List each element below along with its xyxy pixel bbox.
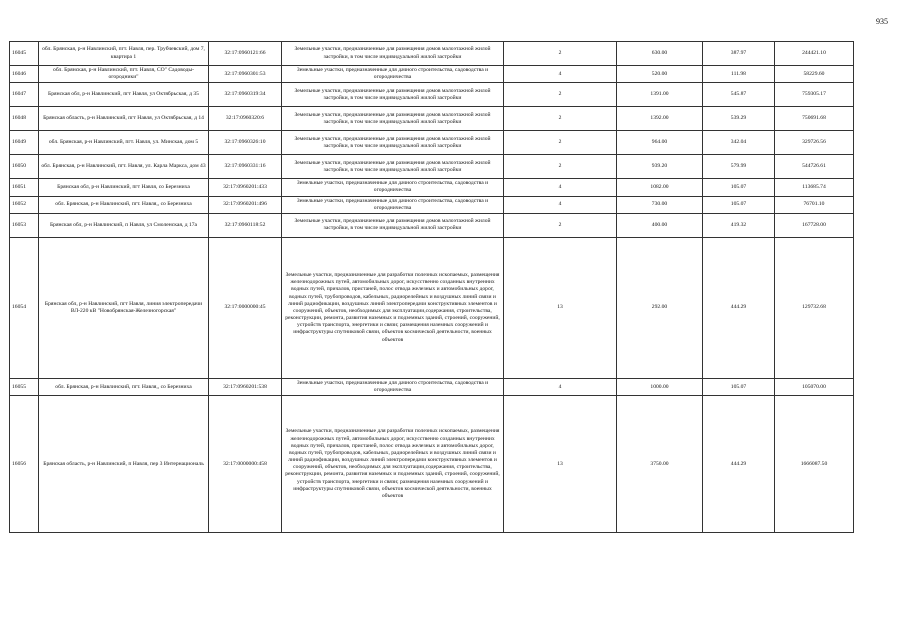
use-group-code-cell: 4 [504, 179, 617, 196]
address-cell: обл. Брянская, р-н Навлинский, пгт. Навля,, со Березниха [39, 196, 209, 213]
table-row [10, 131, 854, 155]
land-use-cell: Земельные участки, предназначенные для размещения домов малоэтажной жилой застройки, в том числе индивидуальной жилой застройки [282, 213, 504, 237]
cadastral-value-cell: 544726.61 [775, 155, 854, 179]
use-group-code-cell: 2 [504, 42, 617, 66]
area-cell: 400.00 [617, 213, 703, 237]
use-group-code-cell: 2 [504, 107, 617, 131]
use-group-code-cell: 2 [504, 155, 617, 179]
land-use-cell: Земельные участки, предназначенные для размещения домов малоэтажной жилой застройки, в том числе индивидуальной жилой застройки [282, 131, 504, 155]
cadastral-number-cell: 32:17:0960201:496 [209, 196, 282, 213]
table-row [10, 378, 854, 395]
row-number: 16053 [10, 213, 39, 237]
specific-value-cell: 105.07 [703, 196, 775, 213]
row-number: 16051 [10, 179, 39, 196]
specific-value-cell: 545.87 [703, 83, 775, 107]
area-cell: 964.00 [617, 131, 703, 155]
cadastral-value-cell: 129732.68 [775, 237, 854, 378]
table-row [10, 213, 854, 237]
table-row [10, 107, 854, 131]
area-cell: 292.00 [617, 237, 703, 378]
table-row [10, 83, 854, 107]
cadastral-number-cell: 32:17:0960201:538 [209, 378, 282, 395]
specific-value-cell: 444.29 [703, 237, 775, 378]
area-cell: 3750.00 [617, 396, 703, 533]
area-cell: 1392.00 [617, 107, 703, 131]
table-row [10, 237, 854, 378]
row-number: 16052 [10, 196, 39, 213]
row-number: 16045 [10, 42, 39, 66]
area-cell: 1391.00 [617, 83, 703, 107]
table-row [10, 155, 854, 179]
cadastral-value-cell: 1666087.50 [775, 396, 854, 533]
use-group-code-cell: 2 [504, 213, 617, 237]
address-cell: обл. Брянская, р-н Навлинский, пгт. Навля, ул. Минская, дом 5 [39, 131, 209, 155]
specific-value-cell: 105.07 [703, 378, 775, 395]
specific-value-cell: 539.29 [703, 107, 775, 131]
address-cell: обл. Брянская, р-н Навлинский, пгт. Навля, СО" Садоводы-огородники" [39, 66, 209, 83]
cadastral-value-cell: 167728.00 [775, 213, 854, 237]
cadastral-value-cell: 58229.60 [775, 66, 854, 83]
use-group-code-cell: 4 [504, 378, 617, 395]
address-cell: обл. Брянская, р-н Навлинский, пгт. Навля, ул. Карла Маркса, дом 43 [39, 155, 209, 179]
address-cell: Брянская обл, р-н Навлинский, пгт Навля, линия электропередачи ВЛ-220 кВ "Новобрянская-Железногорская" [39, 237, 209, 378]
land-use-cell: Земельные участки, предназначенные для дачного строительства, садоводства и огородничества [282, 378, 504, 395]
use-group-code-cell: 13 [504, 396, 617, 533]
use-group-code-cell: 13 [504, 237, 617, 378]
land-use-cell: Земельные участки, предназначенные для дачного строительства, садоводства и огородничества [282, 179, 504, 196]
cadastral-value-cell: 759305.17 [775, 83, 854, 107]
row-number: 16048 [10, 107, 39, 131]
table-row [10, 42, 854, 66]
area-cell: 939.20 [617, 155, 703, 179]
cadastral-number-cell: 32:17:0960201:433 [209, 179, 282, 196]
cadastral-number-cell: 32:17:0960331:16 [209, 155, 282, 179]
land-registry-table [9, 41, 854, 533]
cadastral-number-cell: 32:17:0960320:6 [209, 107, 282, 131]
table-row [10, 196, 854, 213]
row-number: 16056 [10, 396, 39, 533]
row-number: 16049 [10, 131, 39, 155]
row-number: 16047 [10, 83, 39, 107]
address-cell: Брянская обл, р-н Навлинский, пгт Навля, ул Октябрьская, д 35 [39, 83, 209, 107]
use-group-code-cell: 2 [504, 83, 617, 107]
land-use-cell: Земельные участки, предназначенные для размещения домов малоэтажной жилой застройки, в том числе индивидуальной жилой застройки [282, 83, 504, 107]
cadastral-value-cell: 105070.00 [775, 378, 854, 395]
land-use-cell: Земельные участки, предназначенные для разработки полезных ископаемых, размещения железнодорожных путей, автомобильных дорог, искусственно созданных внутренних водных путей, причалов, пристаней, полос отвода железных и автомобильных дорог, водных путей, трубопроводов, кабельных, радиорелейных и воздушных линий связи и линий радиофикации, воздушных линий электропередачи конструктивных элементов и сооружений, объектов, необходимых для эксплуатации,содержания, строительства, реконструкции, ремонта, развития наземных и подземных зданий, строений, сооружений, устройств транспорта, энергетики и связи; размещения наземных сооружений и инфраструктуры спутниковой связи, объектов космической деятельности, военных объектов [282, 396, 504, 533]
area-cell: 1082.00 [617, 179, 703, 196]
cadastral-value-cell: 113685.74 [775, 179, 854, 196]
land-use-cell: Земельные участки, предназначенные для дачного строительства, садоводства и огородничества [282, 66, 504, 83]
specific-value-cell: 419.32 [703, 213, 775, 237]
address-cell: Брянская область, р-н Навлинский, п Навля, пер 3 Интернациональ [39, 396, 209, 533]
use-group-code-cell: 4 [504, 196, 617, 213]
cadastral-number-cell: 32:17:0960326:10 [209, 131, 282, 155]
address-cell: обл. Брянская, р-н Навлинский, пгт. Навля, пер. Трубчевский, дом 7, квартира 1 [39, 42, 209, 66]
land-use-cell: Земельные участки, предназначенные для разработки полезных ископаемых, размещения железнодорожных путей, автомобильных дорог, искусственно созданных внутренних водных путей, причалов, пристаней, полос отвода железных и автомобильных дорог, водных путей, трубопроводов, кабельных, радиорелейных и воздушных линий связи и линий радиофикации, воздушных линий электропередачи конструктивных элементов и сооружений, объектов, необходимых для эксплуатации,содержания, строительства, реконструкции, ремонта, развития наземных и подземных зданий, строений, сооружений, устройств транспорта, энергетики и связи; размещения наземных сооружений и инфраструктуры спутниковой связи, объектов космической деятельности, военных объектов [282, 237, 504, 378]
table-row [10, 396, 854, 533]
cadastral-value-cell: 244421.10 [775, 42, 854, 66]
use-group-code-cell: 2 [504, 131, 617, 155]
address-cell: Брянская обл, р-н Навлинский, пгт Навля, со Березниха [39, 179, 209, 196]
land-use-cell: Земельные участки, предназначенные для дачного строительства, садоводства и огородничества [282, 196, 504, 213]
cadastral-number-cell: 32:17:0000000:45 [209, 237, 282, 378]
table-row [10, 66, 854, 83]
specific-value-cell: 105.07 [703, 179, 775, 196]
cadastral-number-cell: 32:17:0960319:34 [209, 83, 282, 107]
land-use-cell: Земельные участки, предназначенные для размещения домов малоэтажной жилой застройки, в том числе индивидуальной жилой застройки [282, 42, 504, 66]
cadastral-value-cell: 76701.10 [775, 196, 854, 213]
cadastral-number-cell: 32:17:0960118:52 [209, 213, 282, 237]
cadastral-number-cell: 32:17:0960301:53 [209, 66, 282, 83]
specific-value-cell: 579.99 [703, 155, 775, 179]
land-use-cell: Земельные участки, предназначенные для размещения домов малоэтажной жилой застройки, в том числе индивидуальной жилой застройки [282, 155, 504, 179]
cadastral-value-cell: 329726.56 [775, 131, 854, 155]
table-row [10, 179, 854, 196]
row-number: 16046 [10, 66, 39, 83]
page-number: 935 [876, 17, 888, 26]
area-cell: 520.00 [617, 66, 703, 83]
area-cell: 1000.00 [617, 378, 703, 395]
address-cell: обл. Брянская, р-н Навлинский, пгт. Навля,, со Березниха [39, 378, 209, 395]
specific-value-cell: 111.98 [703, 66, 775, 83]
area-cell: 630.00 [617, 42, 703, 66]
address-cell: Брянская обл, р-н Навлинский, п Навля, ул Смоленская, д 17а [39, 213, 209, 237]
table-body [10, 42, 854, 533]
cadastral-number-cell: 32:17:0960121:66 [209, 42, 282, 66]
row-number: 16050 [10, 155, 39, 179]
specific-value-cell: 444.29 [703, 396, 775, 533]
address-cell: Брянская область, р-н Навлинский, пгт Навля, ул Октябрьская, д 14 [39, 107, 209, 131]
row-number: 16054 [10, 237, 39, 378]
specific-value-cell: 342.04 [703, 131, 775, 155]
land-use-cell: Земельные участки, предназначенные для размещения домов малоэтажной жилой застройки, в том числе индивидуальной жилой застройки [282, 107, 504, 131]
row-number: 16055 [10, 378, 39, 395]
use-group-code-cell: 4 [504, 66, 617, 83]
specific-value-cell: 387.97 [703, 42, 775, 66]
area-cell: 730.00 [617, 196, 703, 213]
cadastral-number-cell: 32:17:0000000:458 [209, 396, 282, 533]
cadastral-value-cell: 750691.68 [775, 107, 854, 131]
